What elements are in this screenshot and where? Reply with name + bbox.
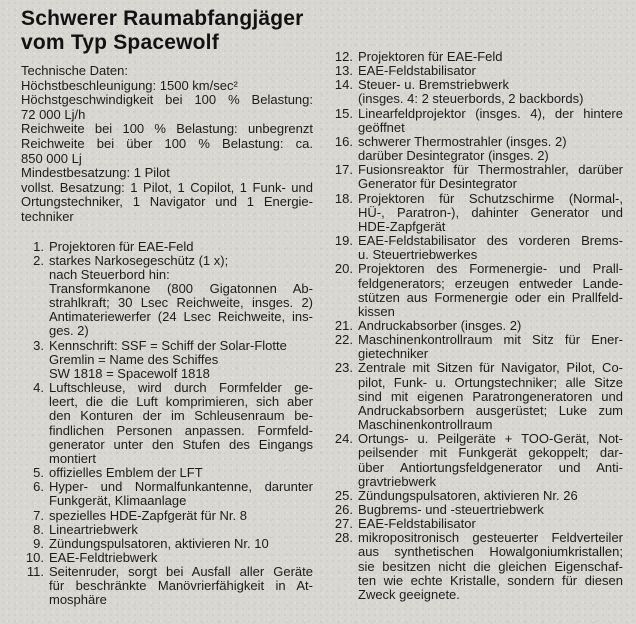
item-number: 19.	[334, 233, 353, 249]
item-text-line: Maschinenkontrollraum	[358, 417, 493, 433]
list-item	[330, 50, 623, 64]
tech-data-line: Mindestbesatzung: 1 Pilot	[21, 165, 170, 181]
item-number: 6.	[33, 479, 44, 495]
list-item	[330, 64, 623, 78]
item-text-line: Zündungspulsatoren, aktivieren Nr. 26	[358, 487, 578, 503]
item-text-line: sie besitzen nicht die gleichen Eigenschaf-	[358, 558, 623, 574]
item-text-line: spezielles HDE-Zapfgerät für Nr. 8	[49, 507, 247, 523]
item-text-line: Ortungs- u. Peilgeräte + TOO-Gerät, Not-	[358, 431, 623, 447]
item-text-line: Generator für Desintegrator	[358, 176, 517, 192]
list-item	[330, 531, 623, 602]
item-text-line: generator unter den Stufen des Eingangs	[49, 436, 313, 452]
item-text	[358, 333, 623, 361]
list-item	[330, 107, 623, 135]
item-text-line: gravtriebwerk	[358, 473, 437, 489]
item-text-line: starkes Narkosegeschütz (1 x);	[49, 252, 229, 268]
item-text-line: strahlkraft; 30 Lsec Reichweite, insges. 2)	[49, 295, 313, 311]
item-text	[49, 551, 313, 565]
list-item	[21, 523, 313, 537]
list-item	[21, 254, 313, 339]
item-text	[358, 234, 623, 262]
item-text	[358, 163, 623, 191]
item-text-line: HDE-Zapfgerät	[358, 218, 446, 234]
item-text-line: pilot, Funk- u. Ortungstechniker; alle Sitze	[358, 374, 623, 390]
list-item	[21, 381, 313, 466]
item-text-line: SW 1818 = Spacewolf 1818	[49, 365, 210, 381]
item-text-line: darüber Desintegrator (insges. 2)	[358, 148, 549, 164]
list-item	[330, 333, 623, 361]
item-text-line: Andruckabsorber (insges. 2)	[358, 317, 522, 333]
item-number: 8.	[33, 521, 44, 537]
left-column	[21, 7, 313, 608]
item-text-line: Maschinenkontrollraum mit Sitz für Ener-	[358, 332, 623, 348]
item-number: 11.	[26, 564, 44, 580]
item-text-line: Steuer- u. Bremstriebwerk	[358, 77, 509, 93]
item-text-line: u. Steuertriebwerkes	[358, 247, 478, 263]
tech-data-line: Technische Daten:	[21, 63, 128, 78]
item-text-line: Gremlin = Name des Schiffes	[49, 351, 219, 367]
item-number: 10.	[25, 549, 44, 565]
item-text-line: Projektoren des Formenergie- und Prall-	[358, 261, 623, 277]
item-number: 24.	[334, 431, 353, 447]
item-text-line: Linearfeldprojektor (insges. 4), der hintere	[358, 105, 623, 121]
item-text	[358, 64, 623, 78]
list-item	[330, 78, 623, 106]
item-text	[49, 240, 313, 254]
list-item	[21, 480, 313, 508]
item-text-line: aus synthetischen Howalgoniumkristallen;	[358, 544, 623, 560]
item-text-line: EAE-Feldtriebwerk	[49, 549, 158, 565]
tech-data-line: Höchstgeschwindigkeit bei 100 % Belastung:	[21, 92, 313, 108]
item-text-line: Projektoren für EAE-Feld	[358, 49, 503, 64]
tech-data-section	[21, 64, 313, 225]
item-number: 12.	[334, 49, 353, 64]
list-item	[21, 240, 313, 254]
tech-data-line: Höchstbeschleunigung: 1500 km/sec²	[21, 77, 238, 93]
item-number: 21.	[334, 317, 353, 333]
item-text	[358, 135, 623, 163]
item-text-line: HÜ-, Paratron-), dahinter Generator und	[358, 204, 623, 220]
item-text	[358, 517, 623, 531]
item-text-line: Hyper- und Normalfunkantenne, darunter	[49, 479, 313, 495]
item-text	[49, 480, 313, 508]
item-text-line: Antimateriewerfer (24 Lsec Reichweite, ins-	[49, 309, 313, 325]
item-text-line: über Antiortungsfeldgenerator und Anti-	[358, 459, 623, 475]
item-text-line: den Konturen der im Schleusenraum be-	[49, 408, 313, 424]
tech-data-line: techniker	[21, 208, 74, 224]
item-number: 14.	[334, 77, 353, 93]
item-number: 16.	[334, 133, 353, 149]
item-number: 22.	[334, 332, 353, 348]
item-number: 28.	[334, 530, 353, 546]
item-text-line: montiert	[49, 450, 96, 466]
item-text-line: feldgenerators; erzeugen entweder Lande-	[358, 275, 623, 291]
page-title-line-1: Schwerer Raumabfangjäger	[21, 7, 304, 30]
item-text-line: Kennschrift: SSF = Schiff der Solar-Flotte	[49, 337, 287, 353]
item-text-line: Bugbrems- und -steuertriebwerk	[358, 502, 544, 517]
item-text	[358, 489, 623, 503]
item-number: 25.	[334, 487, 353, 503]
item-text-line: Fusionsreaktor für Thermostrahler, darüber	[358, 162, 623, 178]
list-item	[330, 432, 623, 489]
item-number: 7.	[33, 507, 44, 523]
item-text-line: gietechniker	[358, 346, 429, 362]
list-item	[330, 319, 623, 333]
item-text-line: für beschränkte Manövrierfähigkeit in At-	[49, 578, 313, 594]
list-item	[330, 262, 623, 319]
item-text-line: ten wie echte Kristalle, sondern für diesen	[358, 572, 623, 588]
item-text-line: ges. 2)	[49, 323, 89, 339]
item-text	[49, 523, 313, 537]
item-number: 18.	[334, 190, 353, 206]
item-text	[358, 107, 623, 135]
item-text-line: mikropositronisch gesteuerter Feldverteiler	[358, 530, 623, 546]
item-text-line: kissen	[358, 303, 395, 319]
item-text	[358, 531, 623, 602]
list-item	[330, 135, 623, 163]
item-text-line: findlichen Personen anpassen. Formfeld-	[49, 422, 313, 438]
item-text	[358, 78, 623, 106]
item-text-line: geöffnet	[358, 119, 405, 135]
item-text	[358, 361, 623, 432]
item-text	[358, 192, 623, 234]
item-number: 13.	[334, 63, 353, 79]
item-text-line: Zentrale mit Sitzen für Navigator, Pilot, Co-	[358, 360, 623, 376]
item-text-line: Zweck geeignete.	[358, 586, 460, 602]
item-number: 9.	[33, 535, 44, 551]
item-number: 3.	[33, 337, 44, 353]
tech-data-line: Ortungstechniker, 1 Navigator und 1 Energie-	[21, 194, 313, 210]
item-text-line: Transformkanone (800 Gigatonnen Ab-	[49, 281, 313, 296]
item-text-line: nach Steuerbord hin:	[49, 266, 170, 282]
item-number: 17.	[334, 162, 353, 178]
item-number: 2.	[33, 252, 44, 268]
item-text	[49, 339, 313, 381]
item-number: 27.	[334, 516, 353, 532]
item-text	[49, 254, 313, 339]
item-text-line: Projektoren für EAE-Feld	[49, 238, 194, 254]
item-text-line: peilsender mit Funkgerät gekoppelt; dar-	[358, 445, 623, 461]
item-number: 5.	[33, 465, 44, 481]
tech-data-line: 850 000 Lj	[21, 150, 82, 166]
item-text-line: EAE-Feldstabilisator	[358, 63, 476, 79]
equipment-list-left	[21, 240, 313, 608]
item-number: 4.	[33, 380, 44, 396]
list-item	[330, 234, 623, 262]
item-text	[49, 509, 313, 523]
list-item	[21, 537, 313, 551]
item-text	[358, 262, 623, 319]
list-item	[21, 551, 313, 565]
tech-data-line: vollst. Besatzung: 1 Pilot, 1 Copilot, 1 Funk- und	[21, 179, 313, 195]
item-text-line: sind mit eigenen Paratrongeneratoren und	[358, 388, 623, 404]
item-text	[358, 50, 623, 64]
item-text-line: Seitenruder, sorgt bei Ausfall aller Geräte	[49, 564, 313, 580]
item-number: 20.	[334, 261, 353, 277]
page-title-line-2: vom Typ Spacewolf	[21, 30, 219, 54]
list-item	[330, 489, 623, 503]
item-number: 15.	[334, 105, 353, 121]
item-text-line: Luftschleuse, wird durch Formfelder ge-	[49, 380, 313, 396]
item-text	[358, 432, 623, 489]
item-text-line: schwerer Thermostrahler (insges. 2)	[358, 133, 567, 149]
item-text-line: Lineartriebwerk	[49, 521, 138, 537]
right-column	[330, 50, 623, 602]
item-text-line: EAE-Feldstabilisator des vorderen Brems-	[358, 233, 623, 249]
item-text-line: Funkgerät, Klimaanlage	[49, 493, 187, 509]
item-text	[49, 565, 313, 607]
item-text	[49, 381, 313, 466]
item-text-line: leert, die die Luft komprimieren, sich aber	[49, 394, 313, 410]
item-text	[358, 319, 623, 333]
list-item	[21, 466, 313, 480]
item-text-line: Zündungspulsatoren, aktivieren Nr. 10	[49, 535, 269, 551]
item-text-line: offizielles Emblem der LFT	[49, 465, 203, 481]
item-number: 26.	[334, 502, 353, 517]
item-number: 23.	[334, 360, 353, 376]
item-text	[358, 503, 623, 517]
item-text	[49, 537, 313, 551]
item-text	[49, 466, 313, 480]
list-item	[21, 339, 313, 381]
equipment-list-right	[330, 50, 623, 602]
item-text-line: Projektoren für Schutzschirme (Normal-,	[358, 190, 623, 206]
list-item	[21, 565, 313, 607]
tech-data-line: 72 000 Lj/h	[21, 106, 86, 122]
item-text-line: mosphäre	[49, 592, 107, 608]
item-text-line: (insges. 4: 2 steuerbords, 2 backbords)	[358, 91, 584, 107]
tech-data-line: Reichweite bei über 100 % Belastung: ca.	[21, 135, 313, 151]
item-text-line: stützen aus Formenergie oder ein Prallfeld-	[358, 289, 623, 305]
item-number: 1.	[33, 238, 44, 254]
tech-data-line: Reichweite bei 100 % Belastung: unbegrenzt	[21, 121, 313, 137]
list-item	[330, 361, 623, 432]
item-text-line: Andruckabsorbern ausgerüstet; Luke zum	[358, 402, 623, 418]
list-item	[330, 163, 623, 191]
list-item	[330, 503, 623, 517]
list-item	[21, 509, 313, 523]
item-text-line: EAE-Feldstabilisator	[358, 516, 476, 532]
list-item	[330, 517, 623, 531]
list-item	[330, 192, 623, 234]
page-title	[21, 7, 313, 54]
